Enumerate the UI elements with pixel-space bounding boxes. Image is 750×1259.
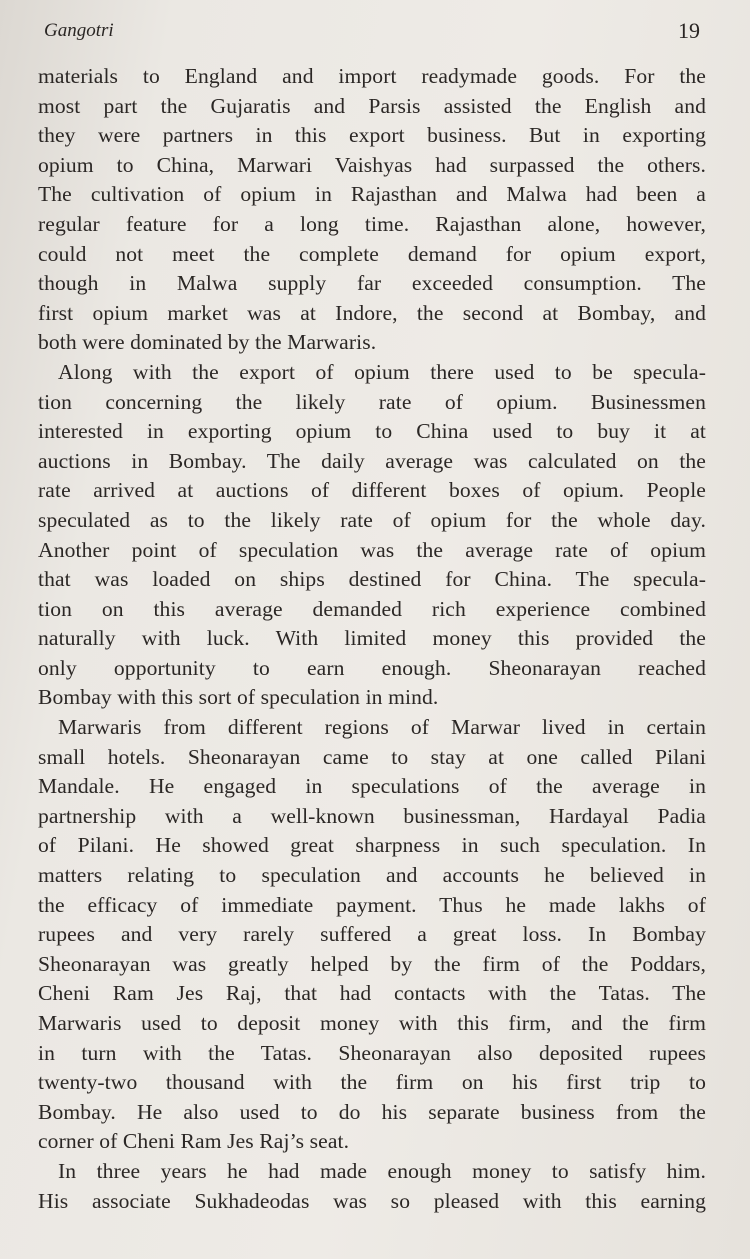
text-line: Cheni Ram Jes Raj, that had contacts with the Tatas. The: [38, 981, 706, 1006]
paragraph: [38, 358, 706, 713]
text-line: materials to England and import readymade goods. For the: [38, 64, 706, 88]
text-line: rate arrived at auctions of different boxes of opium. People: [38, 478, 706, 503]
text-line: speculated as to the likely rate of opium for the whole day.: [38, 507, 706, 532]
running-head: [44, 18, 700, 48]
text-line: first opium market was at Indore, the second at Bombay, and: [38, 300, 706, 325]
text-line: though in Malwa supply far exceeded consumption. The: [38, 271, 706, 296]
text-line: only opportunity to earn enough. Sheonarayan reached: [38, 655, 706, 680]
text-line: partnership with a well-known businessman, Hardayal Padia: [38, 803, 706, 828]
text-line: Bombay with this sort of speculation in mind.: [38, 685, 439, 710]
paragraph: [38, 62, 706, 358]
text-line: the efficacy of immediate payment. Thus he made lakhs of: [38, 892, 706, 917]
text-line: Sheonarayan was greatly helped by the firm of the Poddars,: [38, 951, 706, 976]
text-line: interested in exporting opium to China used to buy it at: [38, 419, 706, 444]
paragraph: [38, 713, 706, 1157]
text-line: both were dominated by the Marwaris.: [38, 330, 377, 355]
body-text: [38, 62, 706, 1216]
text-line: tion on this average demanded rich experience combined: [38, 596, 706, 621]
text-line: The cultivation of opium in Rajasthan and Malwa had been a: [38, 182, 706, 207]
text-line: Along with the export of opium there used to be specula-: [58, 359, 706, 384]
text-line: they were partners in this export business. But in exporting: [38, 123, 706, 148]
page-number: 19: [678, 18, 700, 43]
text-line: opium to China, Marwari Vaishyas had surpassed the others.: [38, 152, 706, 177]
text-line: matters relating to speculation and accounts he believed in: [38, 863, 706, 888]
text-line: tion concerning the likely rate of opium. Businessmen: [38, 389, 706, 414]
text-line: Marwaris from different regions of Marwar lived in certain: [58, 715, 706, 740]
text-line: Another point of speculation was the average rate of opium: [38, 537, 706, 562]
text-line: could not meet the complete demand for opium export,: [38, 241, 706, 266]
text-line: rupees and very rarely suffered a great loss. In Bombay: [38, 922, 706, 947]
text-line: regular feature for a long time. Rajasthan alone, however,: [38, 211, 706, 236]
text-line: Marwaris used to deposit money with this firm, and the firm: [38, 1011, 706, 1035]
text-line: corner of Cheni Ram Jes Raj’s seat.: [38, 1129, 350, 1154]
text-line: naturally with luck. With limited money this provided the: [38, 626, 706, 651]
text-line: of Pilani. He showed great sharpness in such speculation. In: [38, 833, 706, 858]
text-line: in turn with the Tatas. Sheonarayan also deposited rupees: [38, 1040, 706, 1065]
text-line: twenty-two thousand with the firm on his first trip to: [38, 1070, 706, 1095]
text-line: that was loaded on ships destined for China. The specula-: [38, 567, 706, 592]
text-line: auctions in Bombay. The daily average was calculated on the: [38, 448, 706, 473]
paragraph: [38, 1157, 706, 1216]
text-line: In three years he had made enough money to satisfy him.: [58, 1158, 706, 1183]
text-line: Mandale. He engaged in speculations of the average in: [38, 774, 706, 799]
chapter-title: Gangotri: [44, 20, 114, 41]
text-line: Bombay. He also used to do his separate business from the: [38, 1099, 706, 1124]
text-line: most part the Gujaratis and Parsis assisted the English and: [38, 93, 706, 118]
text-line: small hotels. Sheonarayan came to stay at one called Pilani: [38, 744, 706, 769]
text-line: His associate Sukhadeodas was so pleased with this earning: [38, 1188, 706, 1213]
